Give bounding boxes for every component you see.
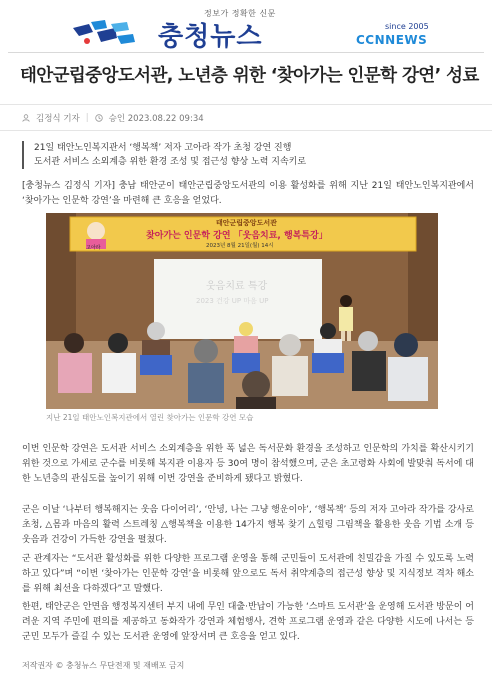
- article-meta: [22, 112, 204, 124]
- masthead: [8, 4, 484, 53]
- divider: [0, 104, 492, 105]
- screen-subtitle: 2023 건강 UP 마음 UP: [196, 297, 269, 305]
- banner-org: 태안군립중앙도서관: [216, 219, 277, 227]
- clock-icon: [95, 114, 103, 122]
- article-paragraph: 이번 인문학 강연은 도서관 서비스 소외계층을 위한 폭 넓은 독서문화 환경을 조성하고 인문학의 가치를 확산시키기 위한 것으로 가세로 군수를 비롯해 복지관 이용자 등 30여 명이 참석했으며, 군은 초고령화 사회에 발맞춰 독서에 대한 노년층의 관심도를 높이기 위해 이번 강연을 준비하게 됐다고 밝혔다.: [22, 444, 474, 484]
- banner-title: 찾아가는 인문학 강연 「웃음치료, 행복특강」: [146, 231, 328, 241]
- meta-separator: |: [85, 113, 89, 123]
- user-icon: [22, 114, 30, 122]
- article-lead: [충청뉴스 김정식 기자] 충남 태안군이 태안군립중앙도서관의 이용 활성화를 위해 지난 21일 태안노인복지관에서 ‘찾아가는 인문학 강연’을 마련해 큰 호응을 얻었다.: [22, 181, 474, 206]
- screen-title: 웃음치료 특강: [206, 281, 268, 292]
- author-name[interactable]: 김정식 기자: [36, 114, 80, 124]
- article-title: 태안군립중앙도서관, 노년층 위한 ‘찾아가는 인문학 강연’ 성료: [20, 66, 479, 86]
- site-since: since 2005: [385, 22, 429, 31]
- article-paragraph: 한편, 태안군은 안면읍 행정복지센터 부지 내에 무인 대출·반납이 가능한 ‘스마트 도서관’을 운영해 도서관 방문이 어려운 지역 주민에 편의를 제공하고 동화작가 강연과 체험행사, 견학 프로그램 운영과 같은 다양한 시도에 나서는 등 군민 모두가 즐길 수 있는 도서관 운영에 앞장서며 큰 호응을 얻고 있다.: [22, 602, 474, 642]
- article-paragraph: 군은 이날 ‘나부터 행복해지는 웃음 다이어리’, ‘안녕, 나는 그냥 행운이야’, ‘행복책’ 등의 저자 고아라 작가를 강사로 초청, △몸과 마음의 활력 스트레칭 △행복책을 이용한 14가지 행복 찾기 △힐링 그림책을 활용한 웃음 기법 소개 등 웃음과 건강이 가득한 강연을 펼쳤다.: [22, 505, 474, 545]
- article-photo[interactable]: [46, 213, 438, 409]
- site-brand-korean[interactable]: 충청뉴스: [158, 22, 263, 52]
- copyright-notice: 저작권자 © 충청뉴스 무단전재 및 재배포 금지: [22, 661, 185, 670]
- banner-date: 2023년 8월 21일(월) 14시: [206, 243, 274, 249]
- site-brand-english[interactable]: CCNNEWS: [356, 33, 428, 47]
- brand-logo-icon: [71, 18, 141, 48]
- divider: [0, 130, 492, 131]
- approved-date: 승인 2023.08.22 09:34: [108, 114, 204, 124]
- banner-author: 고아라: [86, 245, 101, 251]
- subhead-line: 21일 태안노인복지관서 ‘행복책’ 저자 고아라 작가 초청 강연 진행: [34, 143, 292, 153]
- article-paragraph: 군 관계자는 “도서관 활성화를 위한 다양한 프로그램 운영을 통해 군민들이 도서관에 친밀감을 가질 수 있도록 노력하고 있다”며 “이번 ‘찾아가는 인문학 강연’을 비롯해 앞으로도 독서 취약계층의 접근성 향상 및 지식정보 격차 해소를 위해 최선을 다하겠다”고 말했다.: [22, 554, 474, 594]
- site-tagline: 정보가 정확한 신문: [204, 9, 276, 18]
- photo-caption: 지난 21일 태안노인복지관에서 열린 찾아가는 인문학 강연 모습: [46, 413, 254, 422]
- subhead-line: 도서관 서비스 소외계층 위한 환경 조성 및 접근성 향상 노력 지속키로: [34, 157, 307, 167]
- lecture-scene-illustration: [46, 213, 438, 409]
- article-subheads: [22, 141, 484, 169]
